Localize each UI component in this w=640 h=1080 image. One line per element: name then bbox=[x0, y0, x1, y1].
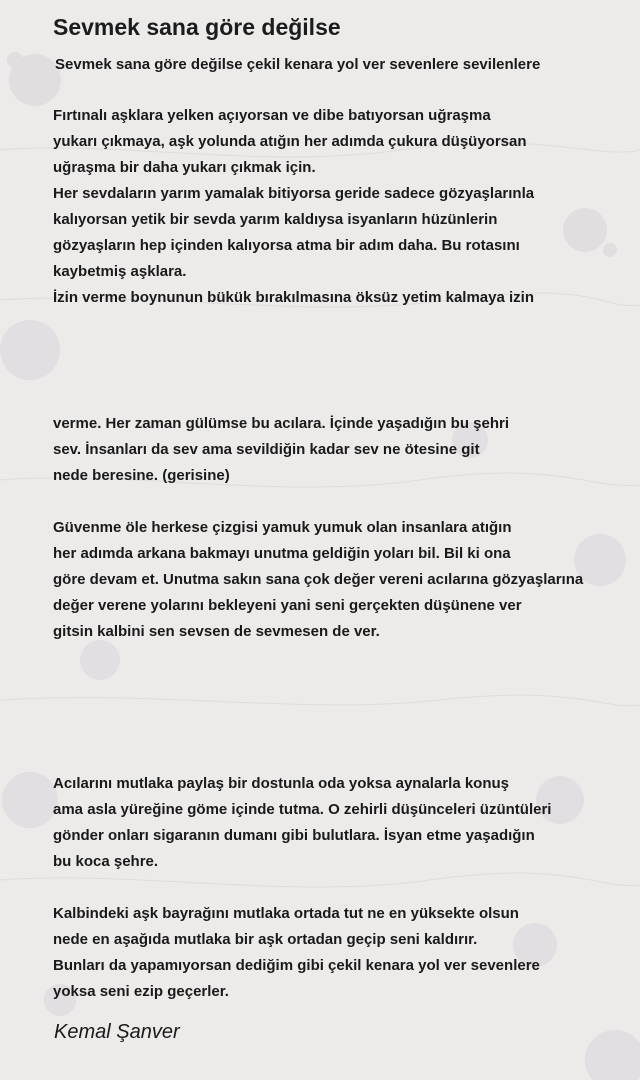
poem-line: ama asla yüreğine göme içinde tutma. O zehirli düşünceleri üzüntüleri bbox=[53, 801, 552, 818]
poem-line: Acılarını mutlaka paylaş bir dostunla oda yoksa aynalarla konuş bbox=[53, 775, 509, 792]
stanza-2 bbox=[53, 411, 509, 489]
poem-line: uğraşma bir daha yukarı çıkmak için. bbox=[53, 159, 316, 176]
poem-line: değer verene yolarını bekleyeni yani seni gerçekten düşünene ver bbox=[53, 597, 522, 614]
poem-line: verme. Her zaman gülümse bu acılara. İçinde yaşadığın bu şehri bbox=[53, 415, 509, 432]
poem-line: nede beresine. (gerisine) bbox=[53, 467, 230, 484]
poem-line: nede en aşağıda mutlaka bir aşk ortadan geçip seni kaldırır. bbox=[53, 931, 478, 948]
poem-line: gitsin kalbini sen sevsen de sevmesen de ver. bbox=[53, 623, 380, 640]
poem-line: sev. İnsanları da sev ama sevildiğin kadar sev ne ötesine git bbox=[53, 441, 480, 458]
poem-line: Bunları da yapamıyorsan dediğim gibi çekil kenara yol ver sevenlere bbox=[53, 957, 540, 974]
poem-line: yoksa seni ezip geçerler. bbox=[53, 983, 229, 1000]
stanza-5 bbox=[53, 901, 540, 1005]
poem-author: Kemal Şanver bbox=[54, 1021, 180, 1043]
poem-line: bu koca şehre. bbox=[53, 853, 159, 870]
stanza-3 bbox=[53, 515, 583, 645]
stanza-4 bbox=[53, 771, 551, 875]
poem-line: gönder onları sigaranın dumanı gibi bulutlara. İsyan etme yaşadığın bbox=[53, 827, 535, 844]
poem-line: Kalbindeki aşk bayrağını mutlaka ortada tut ne en yüksekte olsun bbox=[53, 905, 519, 922]
poem-line: göre devam et. Unutma sakın sana çok değer vereni acılarına gözyaşlarına bbox=[53, 571, 584, 588]
poem-line: Güvenme öle herkese çizgisi yamuk yumuk olan insanlara atığın bbox=[53, 519, 512, 536]
poem-line: kalıyorsan yetik bir sevda yarım kaldıysa isyanların hüzünlerin bbox=[53, 211, 498, 228]
stanza-1 bbox=[53, 103, 534, 311]
poem-line: İzin verme boynunun bükük bırakılmasına öksüz yetim kalmaya izin bbox=[53, 289, 534, 306]
poem-line: kaybetmiş aşklara. bbox=[53, 263, 187, 280]
poem-line: yukarı çıkmaya, aşk yolunda atığın her adımda çukura düşüyorsan bbox=[53, 133, 527, 150]
poem-line: Fırtınalı aşklara yelken açıyorsan ve dibe batıyorsan uğraşma bbox=[53, 107, 491, 124]
poem-line: gözyaşların hep içinden kalıyorsa atma bir adım daha. Bu rotasını bbox=[53, 237, 520, 254]
poem-subtitle: Sevmek sana göre değilse çekil kenara yol ver sevenlere sevilenlere bbox=[55, 56, 541, 73]
poem-line: Her sevdaların yarım yamalak bitiyorsa geride sadece gözyaşlarınla bbox=[53, 185, 535, 202]
poem-line: her adımda arkana bakmayı unutma geldiğin yoları bil. Bil ki ona bbox=[53, 545, 511, 562]
poem-title: Sevmek sana göre değilse bbox=[53, 14, 341, 40]
